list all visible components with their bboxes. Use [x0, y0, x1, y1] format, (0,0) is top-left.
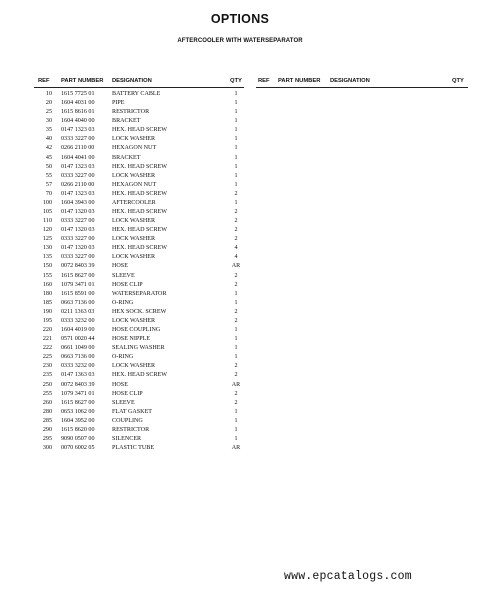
row-designation: LOCK WASHER: [112, 172, 156, 179]
row-part-number: 0147 1323 03: [61, 190, 95, 197]
row-qty: 1: [234, 199, 238, 206]
row-designation: HEX SOCK. SCREW: [112, 308, 167, 315]
row-qty: 1: [234, 100, 238, 107]
row-part-number: 1079 3471 01: [61, 390, 95, 397]
table-row: [0, 299, 480, 308]
table-row: [0, 326, 480, 335]
row-part-number: 0070 6002 05: [61, 445, 95, 452]
row-ref: 40: [45, 136, 52, 143]
row-ref: 285: [42, 417, 52, 424]
table-row: [0, 108, 480, 117]
page-subtitle: AFTERCOOLER WITH WATERSEPARATOR: [177, 38, 303, 44]
row-qty: 1: [234, 127, 238, 134]
row-ref: 290: [42, 426, 52, 433]
row-ref: 42: [45, 145, 52, 152]
row-designation: LOCK WASHER: [112, 218, 156, 225]
row-part-number: 0147 1363 03: [61, 372, 95, 379]
row-ref: 235: [42, 372, 52, 379]
row-ref: 250: [42, 381, 52, 388]
row-qty: 1: [234, 290, 238, 297]
row-part-number: 0333 3232 00: [61, 317, 95, 324]
row-ref: 225: [42, 354, 52, 361]
row-part-number: 0147 1320 03: [61, 209, 95, 216]
row-ref: 130: [42, 245, 52, 252]
row-ref: 70: [45, 190, 52, 197]
row-part-number: 0211 1363 03: [61, 308, 95, 315]
row-designation: PIPE: [112, 100, 125, 107]
table-row: [0, 126, 480, 135]
row-part-number: 1604 4040 00: [61, 118, 95, 125]
row-designation: SILENCER: [112, 435, 142, 442]
row-ref: 220: [42, 327, 52, 334]
table-row: [0, 253, 480, 262]
row-designation: HOSE CLIP: [112, 390, 143, 397]
row-part-number: 1615 8620 00: [61, 426, 95, 433]
row-designation: HEXAGON NUT: [112, 181, 157, 188]
row-designation: LOCK WASHER: [112, 363, 156, 370]
row-qty: 1: [234, 417, 238, 424]
row-ref: 10: [45, 91, 52, 97]
table-row: [0, 262, 480, 271]
row-qty: 2: [234, 372, 238, 379]
table-row: [0, 281, 480, 290]
row-part-number: 9090 0507 00: [61, 435, 95, 442]
header-qty-left: QTY: [230, 78, 242, 84]
row-ref: 255: [42, 390, 52, 397]
row-qty: AR: [231, 445, 241, 452]
row-part-number: 0663 7136 00: [61, 354, 95, 361]
row-qty: 2: [234, 390, 238, 397]
row-qty: 1: [234, 163, 238, 170]
table-row: [0, 381, 480, 390]
row-ref: 105: [42, 209, 52, 216]
row-qty: 1: [234, 426, 238, 433]
row-designation: HEX. HEAD SCREW: [112, 190, 168, 197]
row-qty: 1: [234, 327, 238, 334]
table-row: [0, 408, 480, 417]
row-part-number: 1604 4031 00: [61, 100, 95, 107]
row-ref: 125: [42, 236, 52, 243]
row-designation: BATTERY CABLE: [112, 91, 161, 97]
header-part-number-left: PART NUMBER: [61, 78, 104, 84]
table-row: [0, 272, 480, 281]
row-part-number: 0571 0020 44: [61, 336, 95, 343]
row-qty: 1: [234, 336, 238, 343]
row-designation: SEALING WASHER: [112, 345, 165, 352]
table-row: [0, 135, 480, 144]
table-row: [0, 290, 480, 299]
row-designation: HEXAGON NUT: [112, 145, 157, 152]
row-qty: 1: [234, 118, 238, 125]
row-designation: RESTRICTOR: [112, 109, 150, 116]
row-part-number: 1615 8616 01: [61, 109, 95, 116]
row-part-number: 0661 1049 00: [61, 345, 95, 352]
row-ref: 57: [45, 181, 52, 188]
row-qty: 1: [234, 408, 238, 415]
row-part-number: 0653 1062 00: [61, 408, 95, 415]
row-qty: 1: [234, 299, 238, 306]
row-ref: 100: [42, 199, 52, 206]
row-qty: AR: [231, 263, 241, 270]
row-qty: 1: [234, 136, 238, 143]
table-row: [0, 335, 480, 344]
row-ref: 300: [42, 445, 52, 452]
table-row: [0, 244, 480, 253]
row-qty: 2: [234, 363, 238, 370]
row-designation: HEX. HEAD SCREW: [112, 127, 168, 134]
header-qty-right: QTY: [452, 78, 464, 84]
row-qty: 2: [234, 190, 238, 197]
row-qty: 2: [234, 218, 238, 225]
row-designation: HOSE COUPLING: [112, 327, 161, 334]
table-row: [0, 317, 480, 326]
table-row: [0, 163, 480, 172]
table-row: [0, 181, 480, 190]
row-ref: 185: [42, 299, 52, 306]
row-ref: 155: [42, 272, 52, 279]
row-part-number: 0333 3227 00: [61, 172, 95, 179]
row-part-number: 1615 8627 00: [61, 399, 95, 406]
table-row: [0, 344, 480, 353]
row-designation: O-RING: [112, 354, 134, 361]
table-row: [0, 99, 480, 108]
header-divider-left: [34, 87, 244, 88]
table-row: [0, 390, 480, 399]
row-part-number: 0333 3227 00: [61, 236, 95, 243]
row-ref: 120: [42, 227, 52, 234]
table-row: [0, 417, 480, 426]
row-ref: 222: [42, 345, 52, 352]
row-qty: 1: [234, 172, 238, 179]
row-ref: 150: [42, 263, 52, 270]
table-row: [0, 154, 480, 163]
row-qty: 1: [234, 435, 238, 442]
row-part-number: 0266 2110 00: [61, 145, 95, 152]
row-part-number: 0072 8403 39: [61, 263, 95, 270]
row-qty: 1: [234, 109, 238, 116]
row-designation: HOSE NIPPLE: [112, 336, 151, 343]
row-qty: 1: [234, 181, 238, 188]
row-ref: 25: [45, 109, 52, 116]
row-part-number: 1615 8627 00: [61, 272, 95, 279]
row-designation: HOSE: [112, 381, 128, 388]
row-ref: 160: [42, 281, 52, 288]
row-ref: 190: [42, 308, 52, 315]
row-part-number: 0266 2110 00: [61, 181, 95, 188]
row-part-number: 0147 1320 03: [61, 227, 95, 234]
table-row: [0, 117, 480, 126]
header-part-number-right: PART NUMBER: [278, 78, 321, 84]
row-qty: 2: [234, 308, 238, 315]
row-ref: 221: [42, 336, 52, 343]
table-row: [0, 190, 480, 199]
header-divider-right: [256, 87, 468, 88]
row-ref: 230: [42, 363, 52, 370]
row-designation: LOCK WASHER: [112, 254, 156, 261]
row-designation: LOCK WASHER: [112, 317, 156, 324]
table-row: [0, 90, 480, 99]
row-ref: 280: [42, 408, 52, 415]
table-row: [0, 226, 480, 235]
row-qty: 2: [234, 281, 238, 288]
row-ref: 55: [45, 172, 52, 179]
row-part-number: 0333 3227 00: [61, 136, 95, 143]
row-part-number: 0147 1323 03: [61, 163, 95, 170]
row-designation: WATERSEPARATOR: [112, 290, 167, 297]
row-qty: 1: [234, 91, 238, 97]
row-qty: 2: [234, 399, 238, 406]
row-ref: 195: [42, 317, 52, 324]
row-designation: HOSE: [112, 263, 128, 270]
row-ref: 295: [42, 435, 52, 442]
row-ref: 45: [45, 154, 52, 161]
row-part-number: 0072 8403 39: [61, 381, 95, 388]
row-qty: 4: [234, 254, 238, 261]
table-row: [0, 399, 480, 408]
table-row: [0, 426, 480, 435]
row-designation: BRACKET: [112, 118, 141, 125]
row-designation: LOCK WASHER: [112, 236, 156, 243]
row-designation: HEX. HEAD SCREW: [112, 372, 168, 379]
row-part-number: 1079 3471 01: [61, 281, 95, 288]
table-row: [0, 362, 480, 371]
row-designation: LOCK WASHER: [112, 136, 156, 143]
table-row: [0, 144, 480, 153]
row-qty: 2: [234, 272, 238, 279]
row-designation: HOSE CLIP: [112, 281, 143, 288]
row-designation: HEX. HEAD SCREW: [112, 209, 168, 216]
table-row: [0, 435, 480, 444]
row-qty: 2: [234, 227, 238, 234]
row-designation: HEX. HEAD SCREW: [112, 227, 168, 234]
row-ref: 50: [45, 163, 52, 170]
row-part-number: 0333 3232 00: [61, 363, 95, 370]
row-ref: 110: [43, 218, 52, 225]
row-part-number: 1604 4041 00: [61, 154, 95, 161]
row-qty: 2: [234, 236, 238, 243]
row-qty: 1: [234, 345, 238, 352]
table-row: [0, 371, 480, 380]
row-part-number: 1604 3952 00: [61, 417, 95, 424]
row-designation: BRACKET: [112, 154, 141, 161]
row-ref: 35: [45, 127, 52, 134]
table-row: [0, 308, 480, 317]
row-part-number: 1615 7725 01: [61, 91, 95, 97]
table-row: [0, 235, 480, 244]
table-row: [0, 353, 480, 362]
header-ref-right: REF: [258, 78, 270, 84]
row-part-number: 0663 7136 00: [61, 299, 95, 306]
row-ref: 30: [45, 118, 52, 125]
header-designation-left: DESIGNATION: [112, 78, 152, 84]
table-row: [0, 199, 480, 208]
row-designation: SLEEVE: [112, 272, 135, 279]
row-designation: FLAT GASKET: [112, 408, 153, 415]
table-row: [0, 217, 480, 226]
row-part-number: 0333 3227 00: [61, 254, 95, 261]
row-designation: O-RING: [112, 299, 134, 306]
row-designation: HEX. HEAD SCREW: [112, 163, 168, 170]
row-qty: AR: [231, 381, 241, 388]
page-title: OPTIONS: [210, 12, 270, 26]
row-designation: SLEEVE: [112, 399, 135, 406]
row-part-number: 0147 1320 03: [61, 245, 95, 252]
row-ref: 180: [42, 290, 52, 297]
row-part-number: 1615 8591 00: [61, 290, 95, 297]
row-ref: 260: [42, 399, 52, 406]
row-designation: RESTRICTOR: [112, 426, 150, 433]
row-part-number: 0147 1323 03: [61, 127, 95, 134]
parts-table: [0, 90, 480, 453]
row-designation: HEX. HEAD SCREW: [112, 245, 168, 252]
row-qty: 1: [234, 145, 238, 152]
header-designation-right: DESIGNATION: [330, 78, 370, 84]
row-qty: 2: [234, 317, 238, 324]
row-part-number: 1604 3943 00: [61, 199, 95, 206]
header-ref-left: REF: [38, 78, 50, 84]
row-qty: 4: [234, 245, 238, 252]
row-qty: 1: [234, 354, 238, 361]
row-ref: 135: [42, 254, 52, 261]
row-part-number: 1604 4019 00: [61, 327, 95, 334]
row-designation: PLASTIC TUBE: [112, 445, 155, 452]
row-designation: COUPLING: [112, 417, 143, 424]
row-designation: AFTERCOOLER: [112, 199, 156, 206]
footer-website[interactable]: www.epcatalogs.com: [284, 570, 412, 583]
table-row: [0, 208, 480, 217]
row-qty: 1: [234, 154, 238, 161]
row-part-number: 0333 3227 00: [61, 218, 95, 225]
row-qty: 2: [234, 209, 238, 216]
table-row: [0, 444, 480, 453]
row-ref: 20: [45, 100, 52, 107]
table-row: [0, 172, 480, 181]
